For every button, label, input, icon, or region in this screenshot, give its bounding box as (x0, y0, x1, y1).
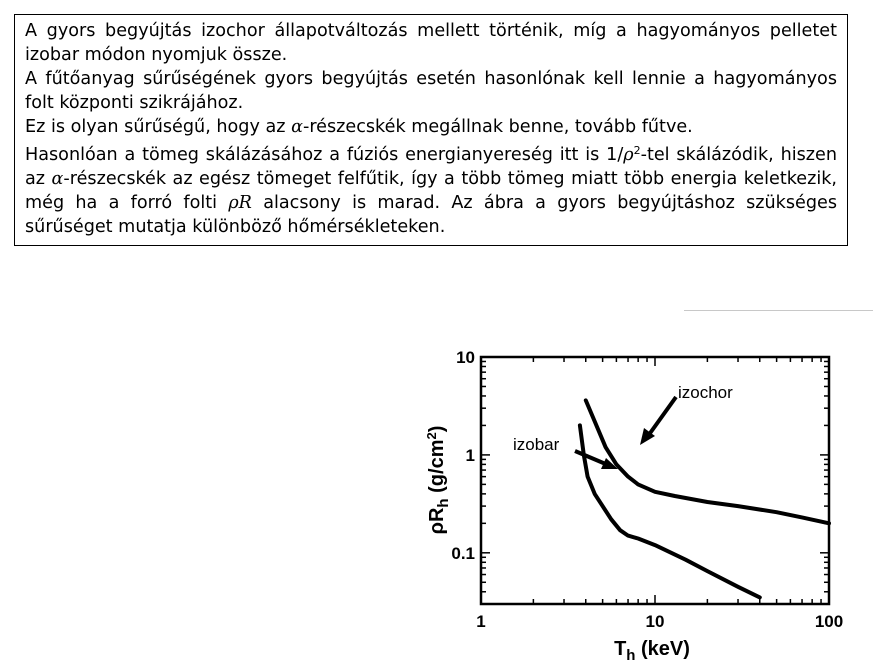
paragraph-2: A fűtőanyag sűrűségének gyors begyújtás esetén hasonlónak kell lennie a hagyományos folt központi szikrájához. (25, 69, 837, 113)
x-tick-label: 10 (645, 612, 665, 631)
plot-frame (481, 357, 829, 604)
rhoR-symbol: ρR (228, 193, 252, 213)
x-tick-label: 1 (476, 612, 486, 631)
x-tick-label: 100 (814, 612, 844, 631)
p3-text-a: Ez is olyan sűrűségű, hogy az (25, 117, 292, 137)
series-izochor (586, 400, 829, 523)
arrow-izobar-line (575, 451, 608, 465)
paragraph-1: A gyors begyújtás izochor állapotváltozás mellett történik, míg a hagyományos pelletet izobar módon nyomjuk össze. (25, 21, 837, 65)
y-axis-title: $\rho R_h$ $(g/cm^2)$ (424, 425, 452, 535)
p4-text-b: -tel skálázódik, hiszen az (25, 145, 837, 189)
p4-text-a: Hasonlóan a tömeg skálázásához a fúziós energianyereség itt is 1/ (25, 145, 624, 165)
annotation-izobar: izobar (513, 435, 560, 454)
arrow-izochor-line (648, 397, 676, 436)
alpha-symbol: α (291, 117, 303, 137)
annotation-izochor: izochor (678, 383, 733, 402)
p4-text-c: -részecskék az egész tömeget felfűtik, így a több tömeg miatt több energia keletkezik, még ha a forró folti (25, 169, 838, 213)
p4-text-d: alacsony is marad. Az ábra a gyors begyújtáshoz szükséges sűrűséget mutatja különböző hőmérsékleteken. (25, 193, 837, 237)
y-tick-label: 10 (456, 348, 475, 367)
alpha-symbol-2: α (51, 169, 64, 189)
y-tick-label: 0.1 (451, 543, 475, 563)
p3-text-b: -részecskék megállnak benne, tovább fűtve. (302, 117, 693, 137)
x-axis-title: $T_h$ (keV) (614, 638, 690, 664)
rho-symbol: ρ (623, 145, 634, 165)
rho-exponent: 2 (633, 144, 641, 157)
y-tick-label: 1 (465, 445, 475, 465)
